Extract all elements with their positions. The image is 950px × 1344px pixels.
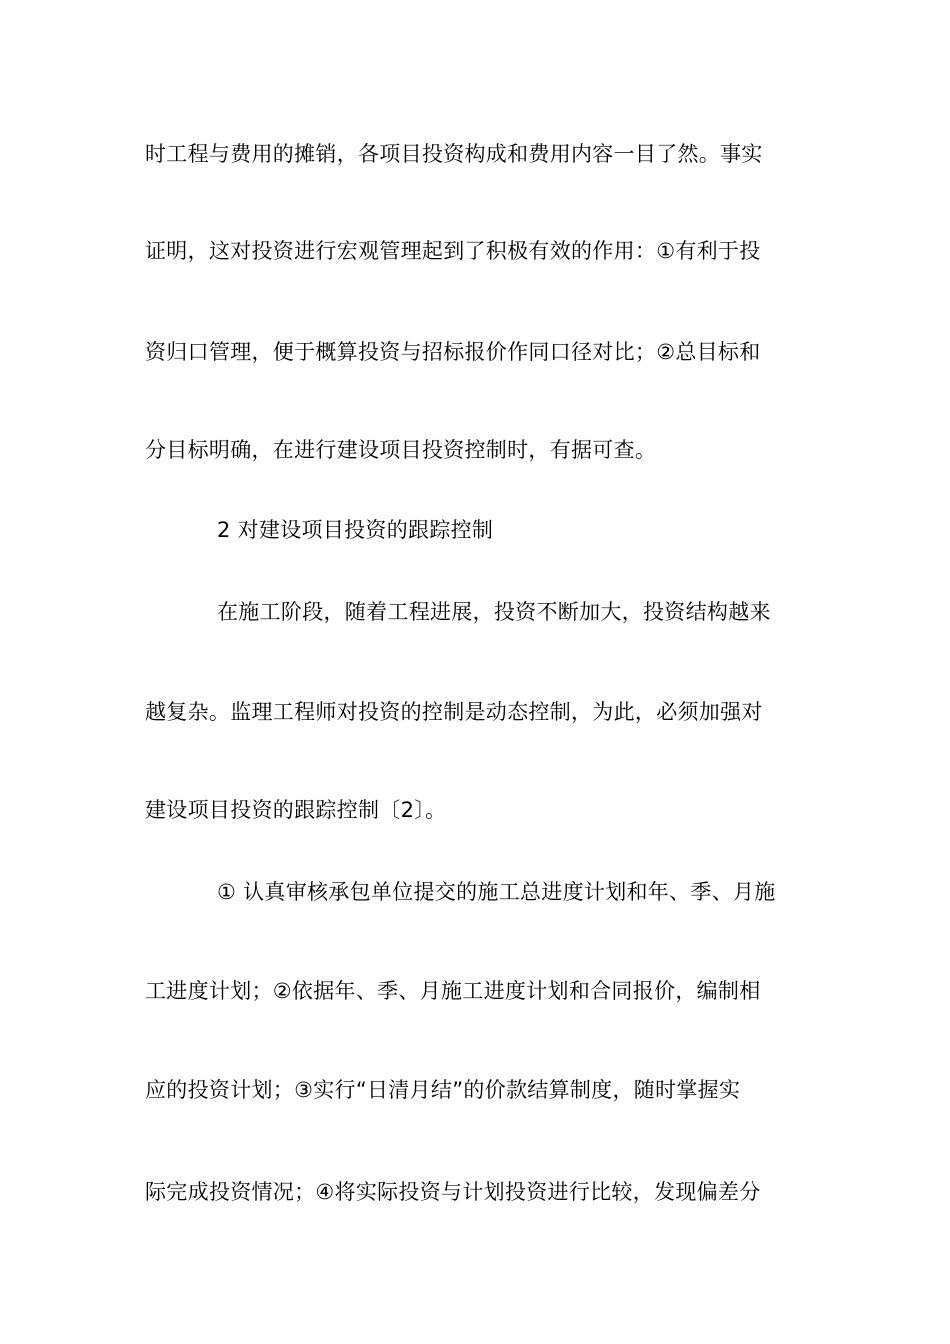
section-heading: 2 对建设项目投资的跟踪控制 [217, 518, 494, 542]
text-line-7: 越复杂。监理工程师对投资的控制是动态控制，为此，必须加强对 [145, 700, 763, 724]
text-line-2: 证明，这对投资进行宏观管理起到了积极有效的作用：①有利于投 [145, 239, 761, 263]
text-line-6: 在施工阶段，随着工程进展，投资不断加大，投资结构越来 [217, 600, 771, 624]
text-line-4: 分目标明确，在进行建设项目投资控制时，有据可查。 [145, 438, 657, 462]
text-line-3: 资归口管理，便于概算投资与招标报价作同口径对比；②总目标和 [145, 340, 761, 364]
text-line-9: ① 认真审核承包单位提交的施工总进度计划和年、季、月施 [217, 880, 776, 904]
text-line-11: 应的投资计划；③实行“日清月结”的价款结算制度，随时掌握实 [145, 1078, 741, 1102]
text-line-8: 建设项目投资的跟踪控制〔2〕。 [145, 798, 447, 822]
text-line-10: 工进度计划；②依据年、季、月施工进度计划和合同报价，编制相 [145, 979, 761, 1003]
text-line-12: 际完成投资情况；④将实际投资与计划投资进行比较，发现偏差分 [145, 1180, 761, 1204]
text-line-1: 时工程与费用的摊销，各项目投资构成和费用内容一目了然。事实 [145, 142, 763, 166]
